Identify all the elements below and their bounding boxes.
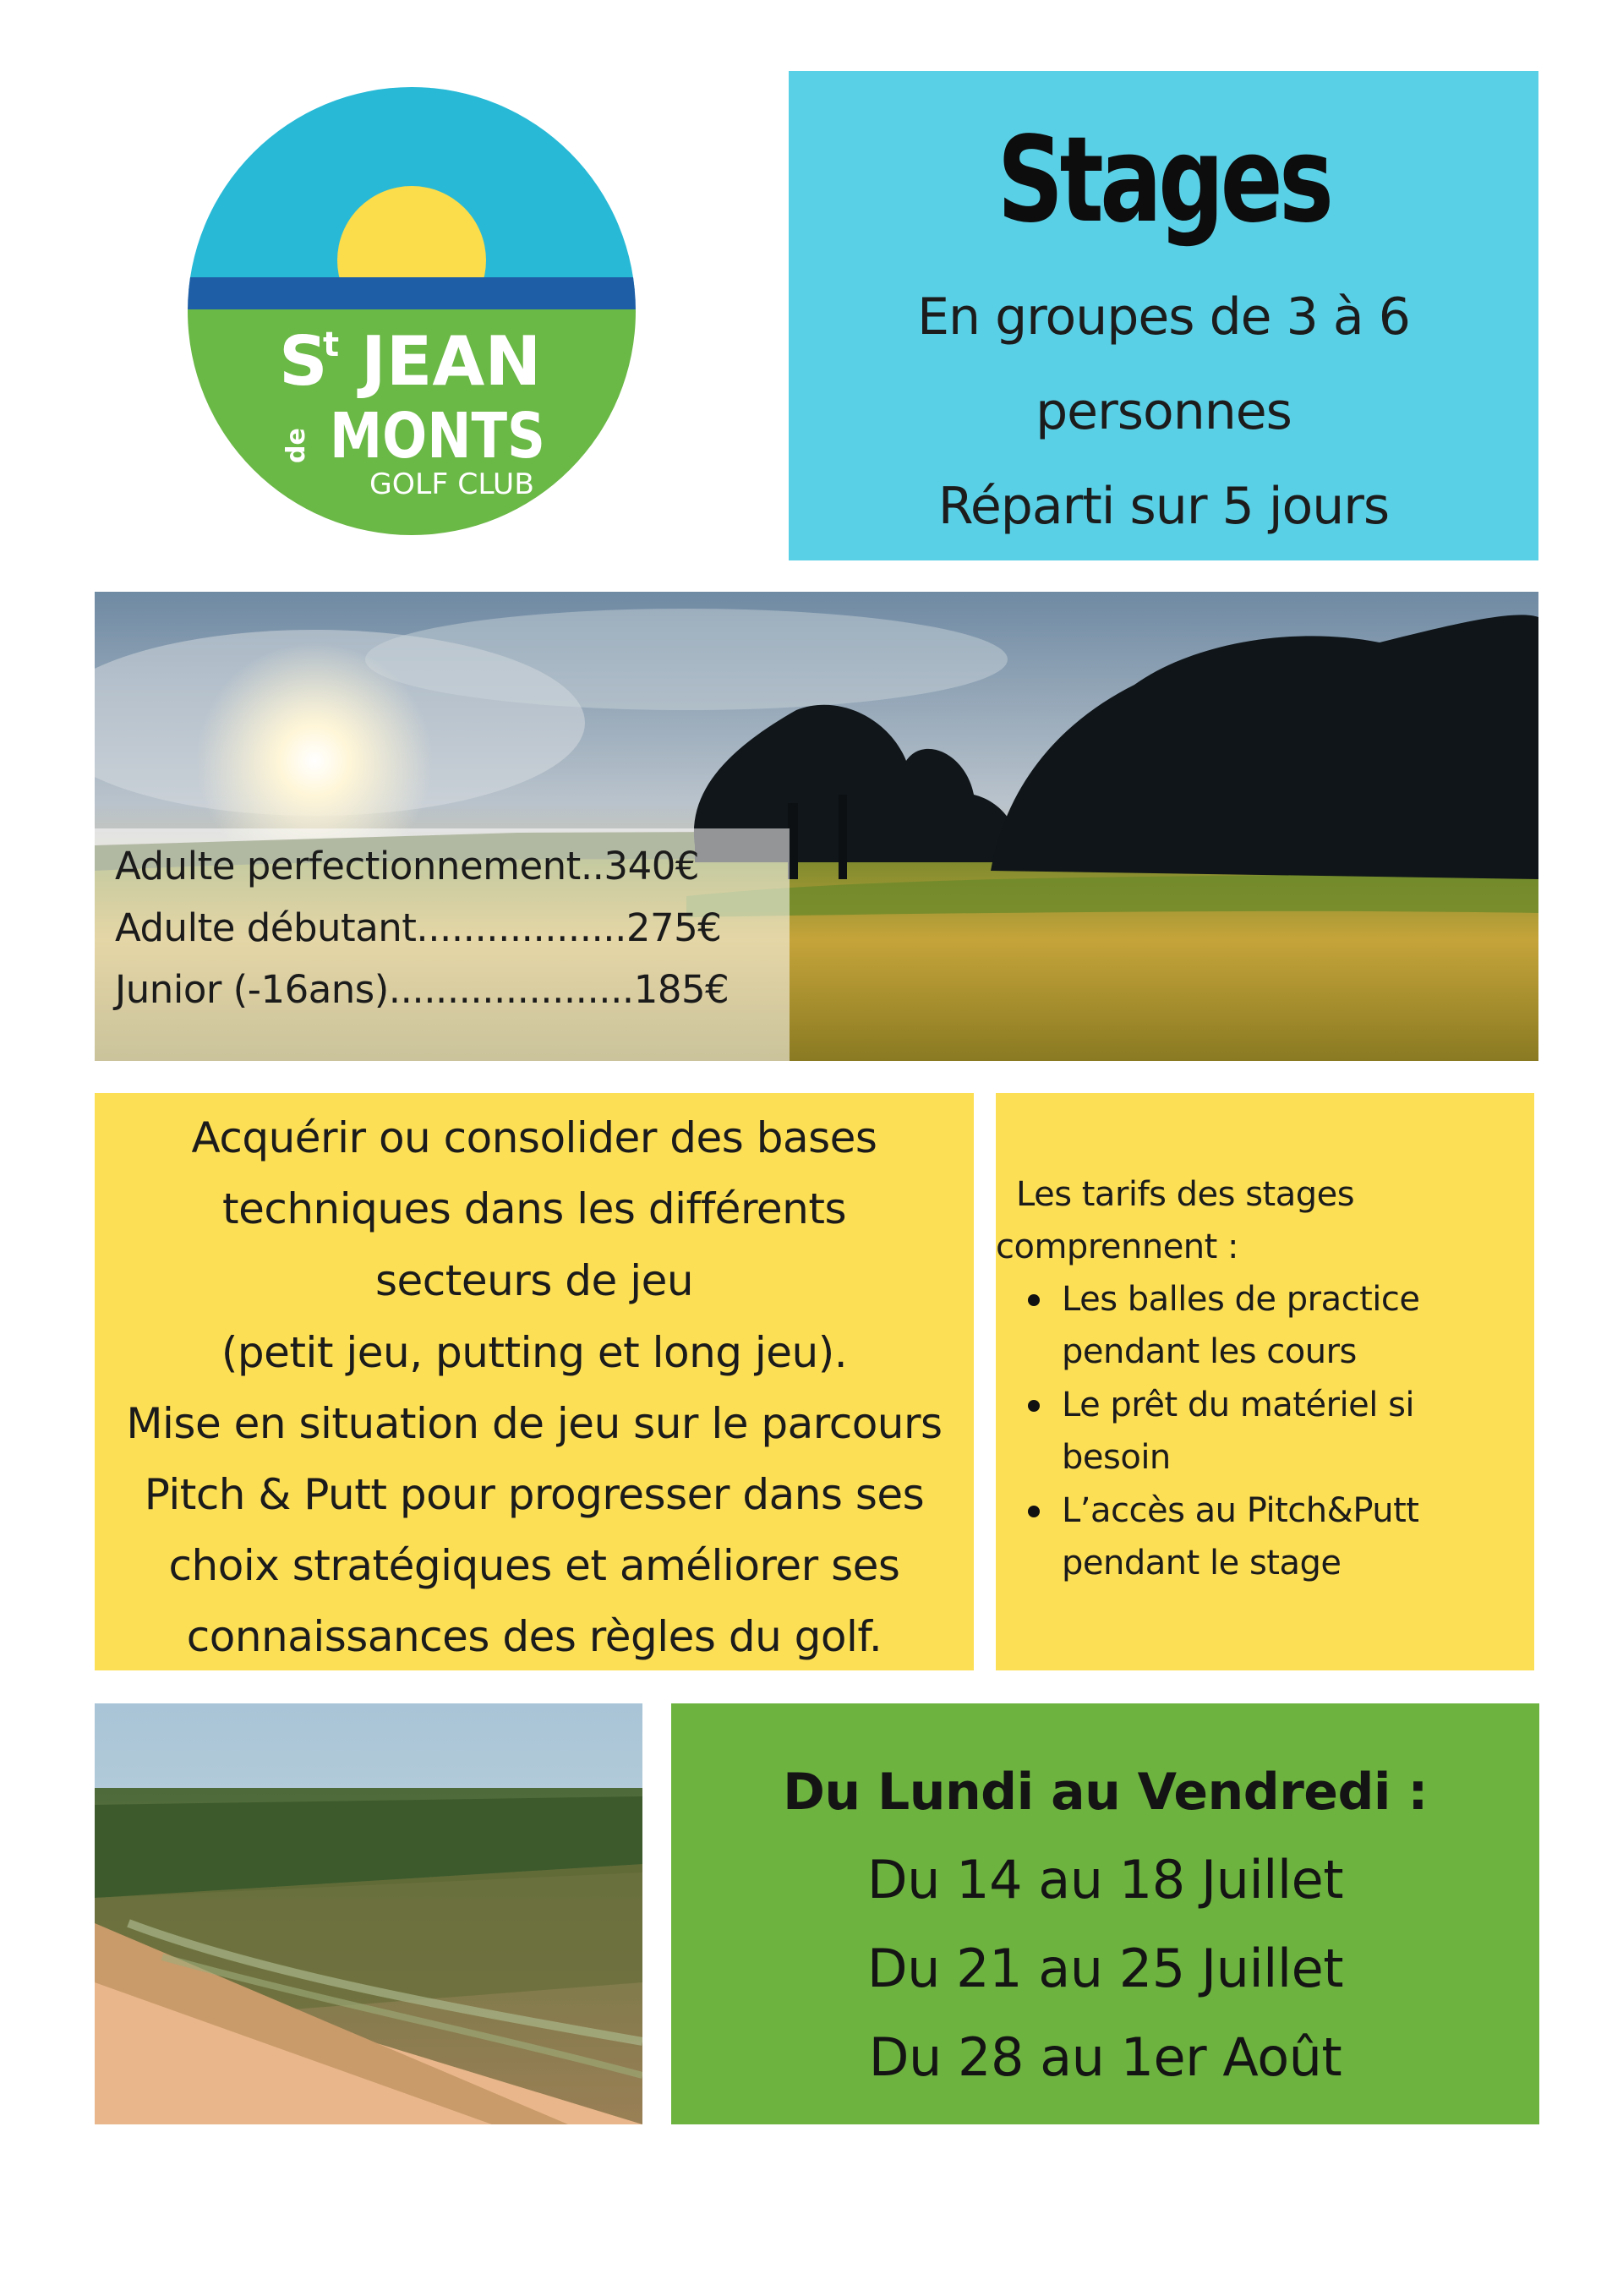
price-adult-advanced: Adulte perfectionnement..340€ (115, 844, 699, 888)
description-line: (petit jeu, putting et long jeu). (221, 1328, 848, 1377)
duration-line: Réparti sur 5 jours (937, 477, 1390, 536)
included-intro: Les tarifs des stages (1016, 1175, 1355, 1214)
description-line: connaissances des règles du golf. (186, 1612, 883, 1661)
logo-text-golf-club: GOLF CLUB (369, 467, 534, 501)
included-intro-2: comprennent : (996, 1227, 1239, 1266)
golf-club-logo (188, 87, 636, 535)
description-line: Pitch & Putt pour progresser dans ses (144, 1470, 925, 1519)
bullet-icon (1028, 1506, 1040, 1517)
group-size-line: En groupes de 3 à 6 (917, 287, 1410, 347)
session-date: Du 14 au 18 Juillet (866, 1849, 1344, 1911)
bullet-icon (1028, 1400, 1040, 1412)
schedule-heading: Du Lundi au Vendredi : (783, 1763, 1428, 1822)
logo-text-st-super: t (323, 325, 340, 364)
schedule-panel (671, 1703, 1539, 2124)
course-description-panel (95, 1093, 974, 1670)
price-junior: Junior (-16ans).....................185€ (115, 967, 730, 1012)
page-title: Stages (997, 112, 1331, 249)
description-line: techniques dans les différents (221, 1184, 847, 1233)
included-item-cont: besoin (1062, 1438, 1171, 1477)
included-items-panel (996, 1093, 1534, 1670)
description-line: secteurs de jeu (374, 1256, 694, 1305)
session-date: Du 28 au 1er Août (868, 2026, 1342, 2088)
aerial-course-photo (95, 1703, 642, 2124)
price-list (95, 828, 790, 1061)
logo-emblem (188, 87, 636, 535)
logo-text-de: de (281, 428, 311, 463)
aerial-landscape-image (95, 1703, 642, 2124)
group-size-line-2: personnes (1036, 382, 1292, 441)
included-item: L’accès au Pitch&Putt (1062, 1491, 1419, 1530)
description-line: choix stratégiques et améliorer ses (168, 1541, 900, 1590)
logo-text-monts: MONTS (330, 400, 545, 473)
price-adult-beginner: Adulte débutant..................275€ (115, 905, 722, 950)
included-item: Le prêt du matériel si (1062, 1386, 1415, 1424)
included-item-cont: pendant les cours (1062, 1332, 1357, 1371)
golf-course-banner-photo (95, 592, 1538, 1061)
included-item: Les balles de practice (1062, 1280, 1420, 1319)
logo-text-st: S (279, 322, 328, 401)
session-date: Du 21 au 25 Juillet (866, 1938, 1344, 1999)
logo-text-jean: JEAN (361, 322, 542, 401)
included-item-cont: pendant le stage (1062, 1544, 1342, 1583)
sea-band (188, 277, 636, 309)
bullet-icon (1028, 1294, 1040, 1306)
description-line: Acquérir ou consolider des bases (191, 1113, 877, 1162)
description-line: Mise en situation de jeu sur le parcours (126, 1399, 943, 1448)
title-panel (789, 71, 1538, 560)
